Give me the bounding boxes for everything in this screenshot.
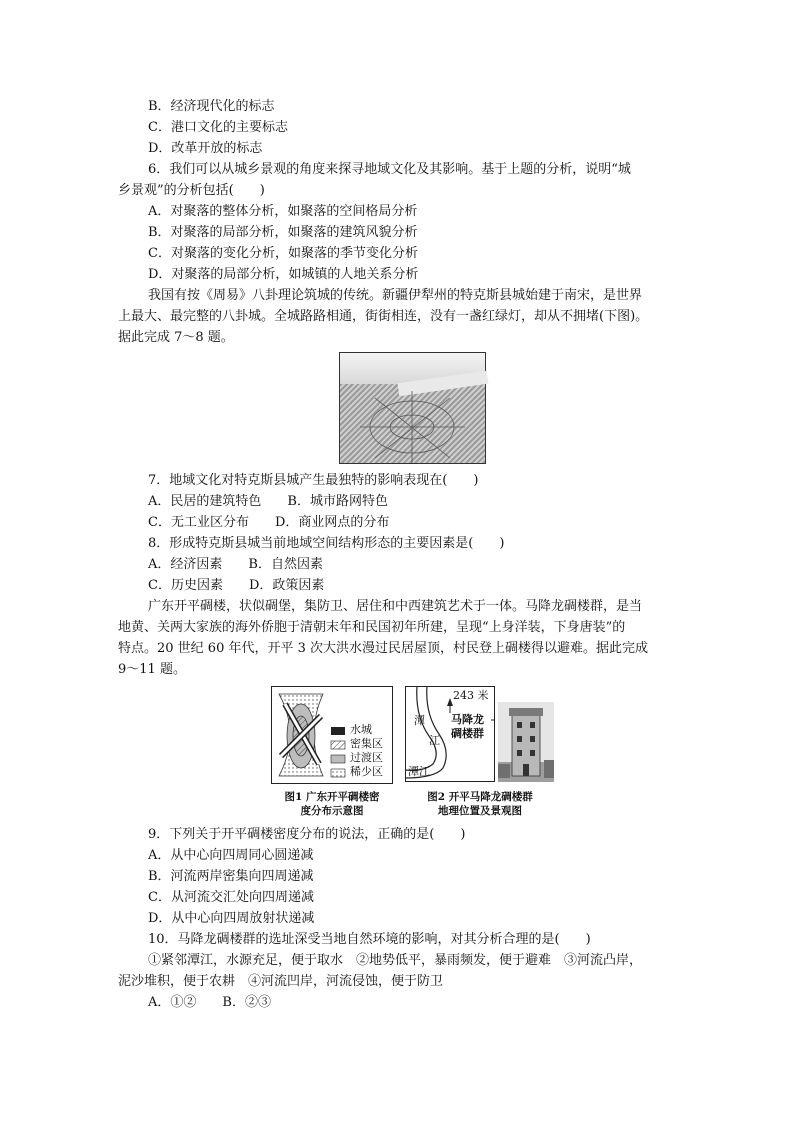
q6-stem-line1: 6．我们可以从城乡景观的角度来探寻地域文化及其影响。基于上题的分析，说明“城	[148, 162, 631, 177]
q6-option-c: C．对聚落的变化分析，如聚落的季节变化分析	[148, 246, 418, 261]
q6-option-b: B．对聚落的局部分析，如聚落的建筑风貌分析	[148, 225, 418, 240]
legend-sparse: 稀少区	[350, 765, 383, 778]
q7-options-cd: C．无工业区分布 D．商业网点的分布	[148, 515, 390, 530]
elevation-label: 243 米	[453, 689, 489, 702]
q9-option-a: A．从中心向四周同心圆递减	[148, 848, 314, 863]
legend-swatch-sparse	[331, 769, 345, 777]
passage2-line1: 广东开平碉楼，状似碉堡，集防卫、居住和中西建筑艺术于一体。马降龙碉楼群，是当	[148, 599, 643, 614]
q5-option-c: C．港口文化的主要标志	[148, 120, 288, 135]
passage2-line4: 9～11 题。	[118, 662, 186, 677]
figure2-caption-line2: 地理位置及景观图	[438, 805, 522, 817]
legend-water-city: 水城	[350, 723, 372, 736]
site-label-line1: 马降龙	[451, 713, 484, 726]
legend-transition: 过渡区	[350, 751, 383, 764]
tekes-aerial-photo	[339, 352, 486, 464]
diaolou-tower-photo	[498, 702, 554, 782]
q6-option-d: D．对聚落的局部分析，如城镇的人地关系分析	[148, 267, 419, 282]
q7-options-ab: A．民居的建筑特色 B．城市路网特色	[148, 494, 388, 509]
q10-stem: 10．马降龙碉楼群的选址深受当地自然环境的影响，对其分析合理的是( )	[148, 932, 591, 947]
q5-option-b: B．经济现代化的标志	[148, 99, 275, 114]
passage1-line2: 上最大、最完整的八卦城。全城路路相通，街街相连，没有一盏红绿灯，却从不拥堵(下图)。	[118, 309, 649, 324]
passage1-line3: 据此完成 7～8 题。	[118, 330, 234, 345]
figure2-caption-line1: 图2 开平马降龙碉楼群	[427, 791, 533, 803]
legend-swatch-transition	[331, 755, 345, 763]
site-label-line2: 碉楼群	[451, 727, 484, 740]
q10-options-ab: A．①② B．②③	[148, 995, 271, 1010]
q8-options-cd: C．历史因素 D．政策因素	[148, 578, 325, 593]
legend-dense: 密集区	[350, 737, 383, 750]
q9-option-d: D．从中心向四周放射状递减	[148, 911, 315, 926]
passage2-line2: 地黄、关两大家族的海外侨胞于清朝末年和民国初年所建，呈现“上身洋装，下身唐装”的	[118, 620, 626, 635]
river-label-1: 潭	[414, 714, 425, 727]
q8-options-ab: A．经济因素 B．自然因素	[148, 557, 323, 572]
passage1-line1: 我国有按《周易》八卦理论筑城的传统。新疆伊犁州的特克斯县城始建于南宋，是世界	[148, 288, 643, 303]
q8-stem: 8．形成特克斯县城当前地域空间结构形态的主要因素是( )	[148, 536, 505, 551]
q10-statements-line2: 泥沙堆积，便于农耕 ④河流凹岸，河流侵蚀，便于防卫	[118, 974, 444, 989]
q6-option-a: A．对聚落的整体分析，如聚落的空间格局分析	[148, 204, 418, 219]
river-label-2: 江	[429, 734, 440, 747]
q7-stem: 7．地域文化对特克斯县城产生最独特的影响表现在( )	[148, 473, 479, 488]
q9-option-c: C．从河流交汇处向四周递减	[148, 890, 314, 905]
figure1-caption-line2: 度分布示意图	[300, 805, 364, 817]
passage2-line3: 特点。20 世纪 60 年代，开平 3 次大洪水漫过民居屋顶，村民登上碉楼得以避难。据此完成	[118, 641, 649, 656]
q5-option-d: D．改革开放的标志	[148, 141, 263, 156]
river-label-bottom: 潭江	[408, 765, 430, 778]
q9-stem: 9．下列关于开平碉楼密度分布的说法，正确的是( )	[148, 827, 466, 842]
legend-swatch-dense	[331, 741, 345, 749]
q9-option-b: B．河流两岸密集向四周递减	[148, 869, 314, 884]
figure1-caption-line1: 图1 广东开平碉楼密	[284, 791, 380, 803]
q6-stem-line2: 乡景观”的分析包括( )	[118, 183, 265, 198]
legend-swatch-water-city	[331, 727, 345, 735]
q10-statements-line1: ①紧邻潭江，水源充足，便于取水 ②地势低平，暴雨频发，便于避难 ③河流凸岸，	[148, 953, 643, 968]
